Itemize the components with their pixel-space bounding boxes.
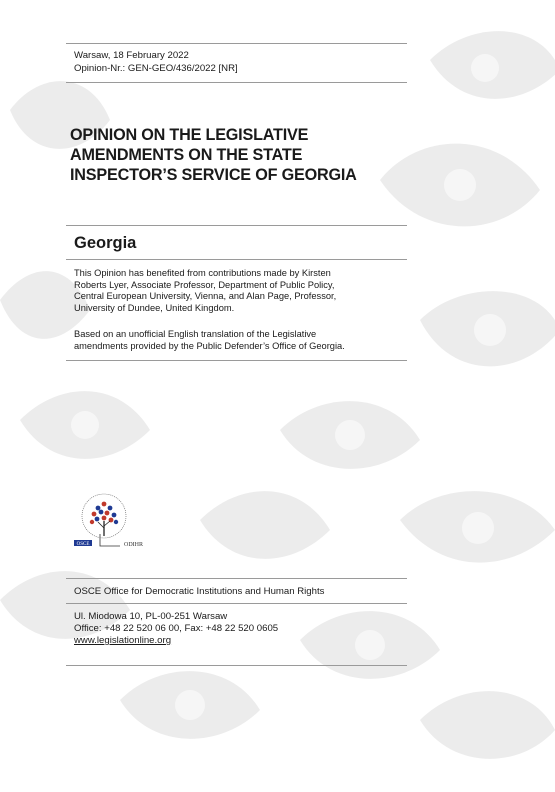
paragraph-line: This Opinion has benefited from contributions made by Kirsten: [74, 268, 331, 278]
country-bottom-divider: [66, 259, 407, 260]
bottom-divider: [66, 665, 407, 666]
title-line: INSPECTOR’S SERVICE OF GEORGIA: [70, 166, 357, 184]
contributions-paragraph: [74, 268, 336, 315]
office-address: Ul. Miodowa 10, PL-00-251 Warsaw: [74, 611, 228, 622]
opinion-number: Opinion-Nr.: GEN-GEO/436/2022 [NR]: [74, 63, 238, 74]
date-line: Warsaw, 18 February 2022: [74, 50, 189, 61]
osce-label: OSCE: [76, 541, 90, 547]
country-top-divider: [66, 225, 407, 226]
top-divider: [66, 43, 407, 44]
paragraph-line: Roberts Lyer, Associate Professor, Department of Public Policy,: [74, 279, 335, 290]
country-heading: Georgia: [74, 234, 137, 252]
office-name: OSCE Office for Democratic Institutions and Human Rights: [74, 586, 325, 597]
paragraph-line: Based on an unofficial English translation of the Legislative: [74, 329, 317, 339]
logo-tree-icon: [90, 502, 118, 536]
translation-paragraph: [74, 329, 345, 352]
paragraph-line: amendments provided by the Public Defender’s Office of Georgia.: [74, 340, 345, 351]
title-line: AMENDMENTS ON THE STATE: [70, 146, 303, 164]
office-top-divider: [66, 578, 407, 579]
document-title: [70, 125, 357, 185]
website-link[interactable]: www.legislationline.org: [74, 635, 172, 646]
office-contact: Office: +48 22 520 06 00, Fax: +48 22 520 0605: [74, 623, 279, 634]
meta-divider: [66, 82, 407, 83]
title-line: OPINION ON THE LEGISLATIVE: [70, 126, 309, 144]
odihr-logo: [72, 488, 162, 558]
odihr-label: ODIHR: [124, 542, 143, 548]
paragraph-line: University of Dundee, United Kingdom.: [74, 303, 235, 314]
section-divider: [66, 360, 407, 361]
office-divider: [66, 603, 407, 604]
paragraph-line: Central European University, Vienna, and Alan Page, Professor,: [74, 291, 337, 302]
